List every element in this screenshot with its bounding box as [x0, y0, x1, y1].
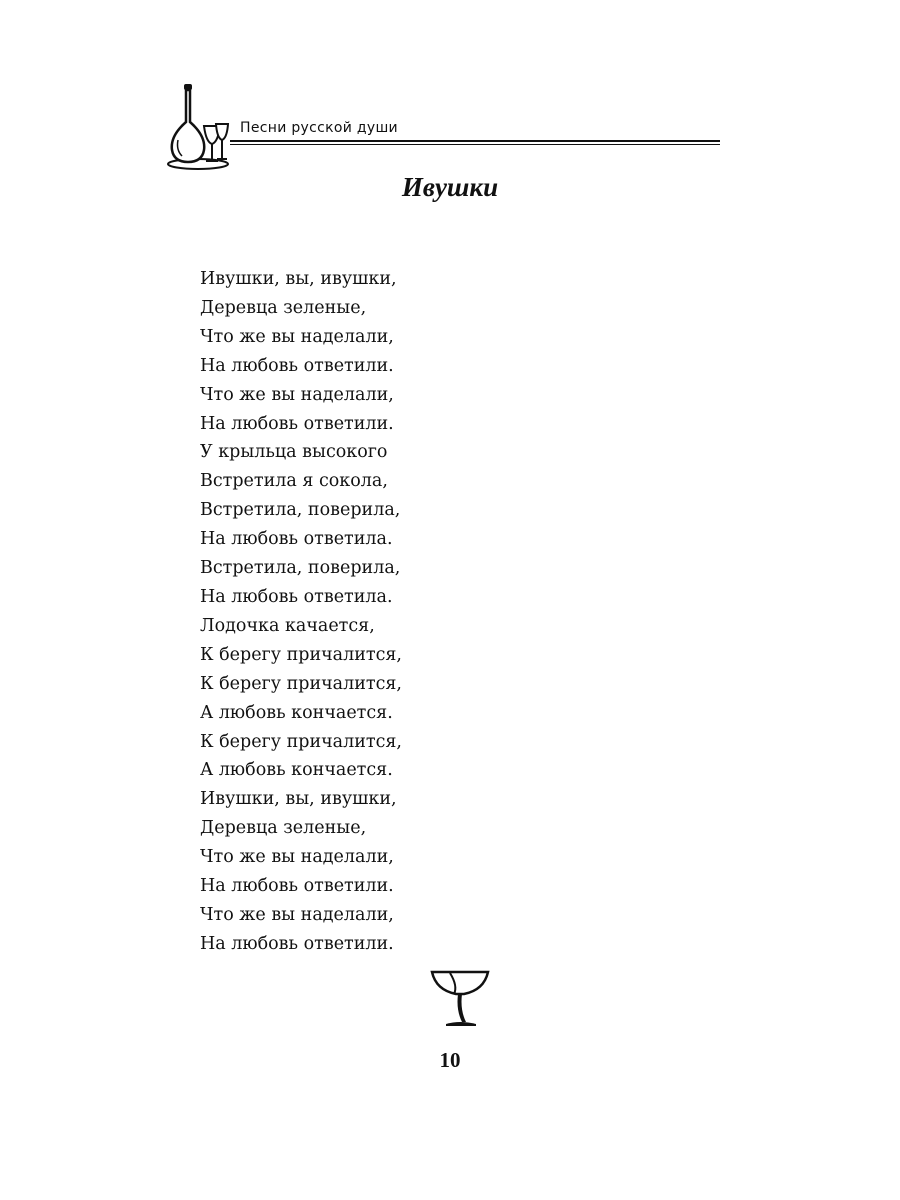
poem-line: Встретила, поверила,: [200, 500, 401, 521]
poem-line: Ивушки, вы, ивушки,: [200, 269, 397, 289]
poem-line: А любовь кончается.: [200, 702, 393, 723]
poem-line: На любовь ответила.: [200, 529, 393, 550]
poem-line: На любовь ответили.: [200, 933, 394, 954]
poem-line: Что же вы наделали,: [200, 384, 394, 405]
poem-line: На любовь ответили.: [200, 355, 394, 376]
decanter-and-glass-icon: [160, 78, 250, 178]
header-rule: [230, 140, 720, 142]
poem-line: На любовь ответили.: [200, 876, 394, 897]
header-rule-thin: [230, 144, 720, 145]
poem-line: Что же вы наделали,: [200, 847, 394, 868]
page-number: 10: [439, 1048, 461, 1072]
poem-line: Деревца зеленые,: [200, 297, 367, 318]
poem-line: А любовь кончается.: [200, 760, 393, 781]
running-title: Песни русской души: [240, 120, 398, 136]
poem-line: На любовь ответила.: [200, 586, 393, 607]
champagne-glass-icon: [428, 966, 492, 1030]
poem-line: У крыльца высокого: [200, 442, 388, 463]
poem-line: К берегу причалится,: [200, 644, 402, 665]
poem-line: Что же вы наделали,: [200, 904, 394, 925]
poem-line: Встретила я сокола,: [200, 471, 388, 492]
poem-line: Ивушки, вы, ивушки,: [200, 789, 397, 810]
poem-line: К берегу причалится,: [200, 731, 402, 752]
poem-line: Что же вы наделали,: [200, 326, 394, 347]
poem-line: Деревца зеленые,: [200, 818, 367, 839]
poem-line: Встретила, поверила,: [200, 558, 401, 579]
poem-line: К берегу причалится,: [200, 673, 402, 694]
poem-line: Лодочка качается,: [200, 615, 375, 636]
poem-text: [200, 265, 402, 959]
poem-line: На любовь ответили.: [200, 413, 394, 434]
song-title: Ивушки: [401, 172, 499, 202]
